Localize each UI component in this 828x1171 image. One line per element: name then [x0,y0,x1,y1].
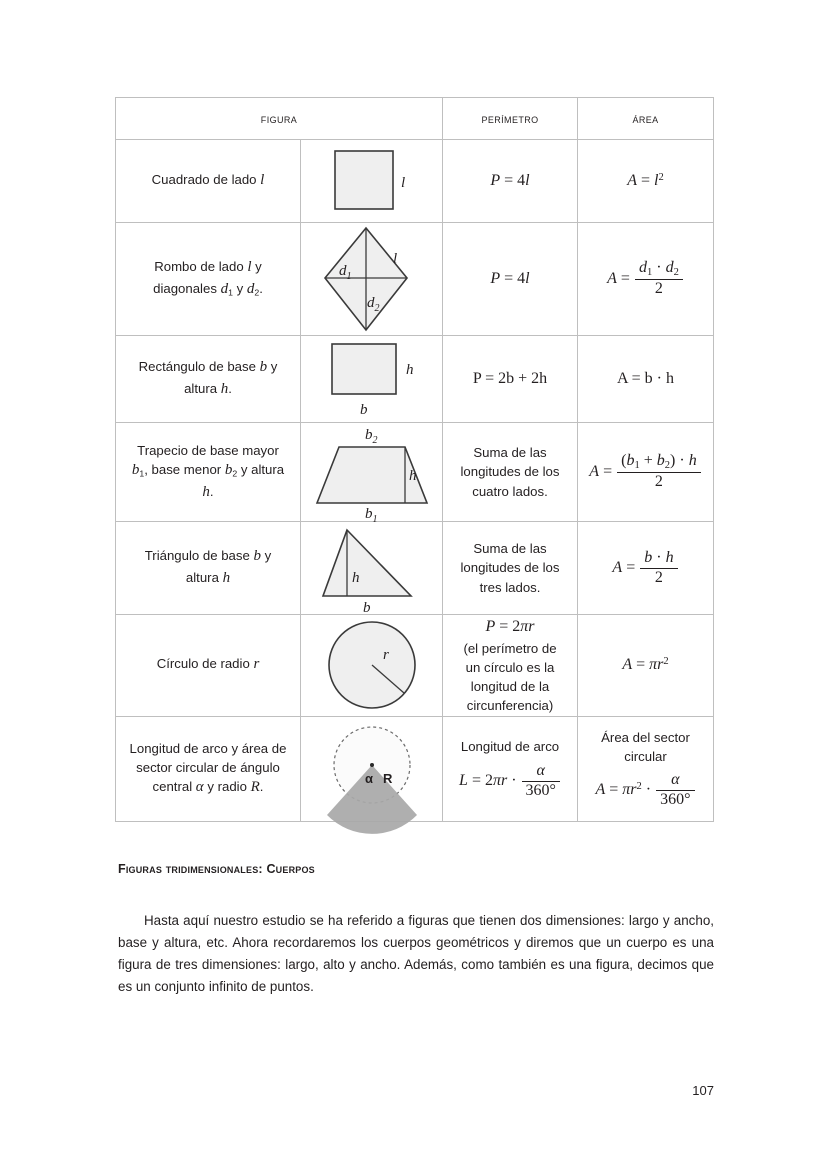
desc-circulo: Círculo de radio r [116,615,301,717]
desc-sector-circular [116,716,301,821]
svg-text:h: h [408,468,416,484]
perimeter-circulo-formula: P = 2πr [485,618,535,635]
sector-area-formula: $A = \pi r^2$ · $\frac{\alpha}{360^\circ}$ [578,771,713,810]
triangle-figure [301,522,443,615]
svg-text:l: l [392,251,397,267]
table-row-cuadrado [116,140,714,223]
desc-triangulo [116,522,301,615]
trapezoid-figure [301,423,443,525]
area-cuadrado: $A = l^2$ [578,140,714,223]
desc-trapecio [116,423,301,522]
circle-figure [301,615,443,717]
svg-text:h: h [405,362,413,378]
svg-text:b: b [362,600,370,616]
area-circulo: $A = \pi r^2$ [578,615,714,717]
desc-triangulo-line1: Triángulo de base b y [144,548,272,565]
desc-sector-line3: central α y radio R. [152,778,264,795]
perimeter-rombo: P = 4l [443,223,578,336]
rhombus-figure [301,223,443,336]
table-row-trapecio [116,423,714,522]
perimeter-sector-circular: Longitud de arco L = 2πr · $\frac{\alpha}{360^\circ}$ [443,716,578,821]
table-row-triangulo [116,522,714,615]
area-sector-circular: Área del sector circular $A = \pi r^2$ · $\frac{\alpha}{360^\circ}$ [578,716,714,821]
area-trapecio: A = $\frac{(b_1 + b_2) \cdot h}{2}$ [578,423,714,522]
desc-rectangulo [116,336,301,423]
desc-rombo-line2: diagonales $d_1$ y $d_2$. [153,281,263,298]
desc-cuadrado: Cuadrado de lado l [116,140,301,223]
desc-sector-line1: Longitud de arco y área de [129,740,287,756]
svg-text:b2: $b_2$ [364,427,377,446]
desc-rombo-line1: Rombo de lado l y [154,259,262,276]
rectangle-figure [301,336,443,423]
desc-trapecio-line2: $b_1$, base menor $b_2$ y altura [131,461,285,479]
section-heading: Figuras tridimensionales: Cuerpos [118,862,315,876]
desc-trapecio-line1: Trapecio de base mayor [137,442,279,458]
table-row-rectangulo [116,336,714,423]
fraction-triangulo: $\frac{b \cdot h}{2}$ [640,549,677,588]
area-triangulo: A = $\frac{b \cdot h}{2}$ [578,522,714,615]
fraction-trapecio: $\frac{(b_1 + b_2) \cdot h}{2}$ [617,452,701,492]
svg-text:α: α [364,770,373,786]
svg-text:R: R [382,770,392,786]
arc-length-formula: L = 2πr · $\frac{\alpha}{360^\circ}$ [443,762,577,801]
svg-text:r: r [382,647,389,664]
svg-text:h: h [351,570,359,586]
square-figure [301,140,443,223]
header-area: área [578,98,714,140]
table-row-sector-circular [116,716,714,821]
fraction-rombo: $\frac{d_1 \cdot d_2}{2}$ [635,259,683,299]
perimeter-trapecio: Suma de las longitudes de los cuatro lados. [443,423,578,522]
svg-text:b: b [359,402,367,418]
area-rectangulo: A = b · h [578,336,714,423]
formulas-table [115,97,714,822]
perimeter-triangulo: Suma de las longitudes de los tres lados. [443,522,578,615]
table-header-row [116,98,714,140]
table-row-rombo [116,223,714,336]
desc-sector-line2: sector circular de ángulo [136,759,280,775]
body-paragraph: Hasta aquí nuestro estudio se ha referido a figuras que tienen dos dimensiones: largo y ancho, base y altura, etc. Ahora recordaremos los cuerpos geométricos y diremos que un cuerpo es una figura de tres dimensiones: largo, alto y ancho. Además, como también es una figura, decimos que es un conjunto infinito de puntos. [118,913,714,994]
svg-text:l: l [400,175,405,191]
table-row-circulo [116,615,714,717]
area-rombo: A = $\frac{d_1 \cdot d_2}{2}$ [578,223,714,336]
header-perimetro: perímetro [443,98,578,140]
header-figura: figura [116,98,443,140]
desc-triangulo-line2: altura h [185,570,231,586]
perimeter-circulo: P = 2πr (el perímetro de un círculo es la longitud de la circunferencia) [443,615,578,717]
page-number: 107 [692,1083,714,1098]
circular-sector-figure [301,716,443,821]
desc-rectangulo-line1: Rectángulo de base b y [138,359,278,376]
desc-rectangulo-line2: altura h. [184,381,232,397]
desc-trapecio-line3: h. [202,483,214,500]
svg-text:d1: $d_1$ [338,263,351,282]
desc-rombo [116,223,301,336]
svg-text:d2: $d_2$ [366,295,379,314]
perimeter-cuadrado: P = 4l [443,140,578,223]
svg-text:b1: $b_1$ [364,506,377,525]
perimeter-rectangulo: P = 2b + 2h [443,336,578,423]
